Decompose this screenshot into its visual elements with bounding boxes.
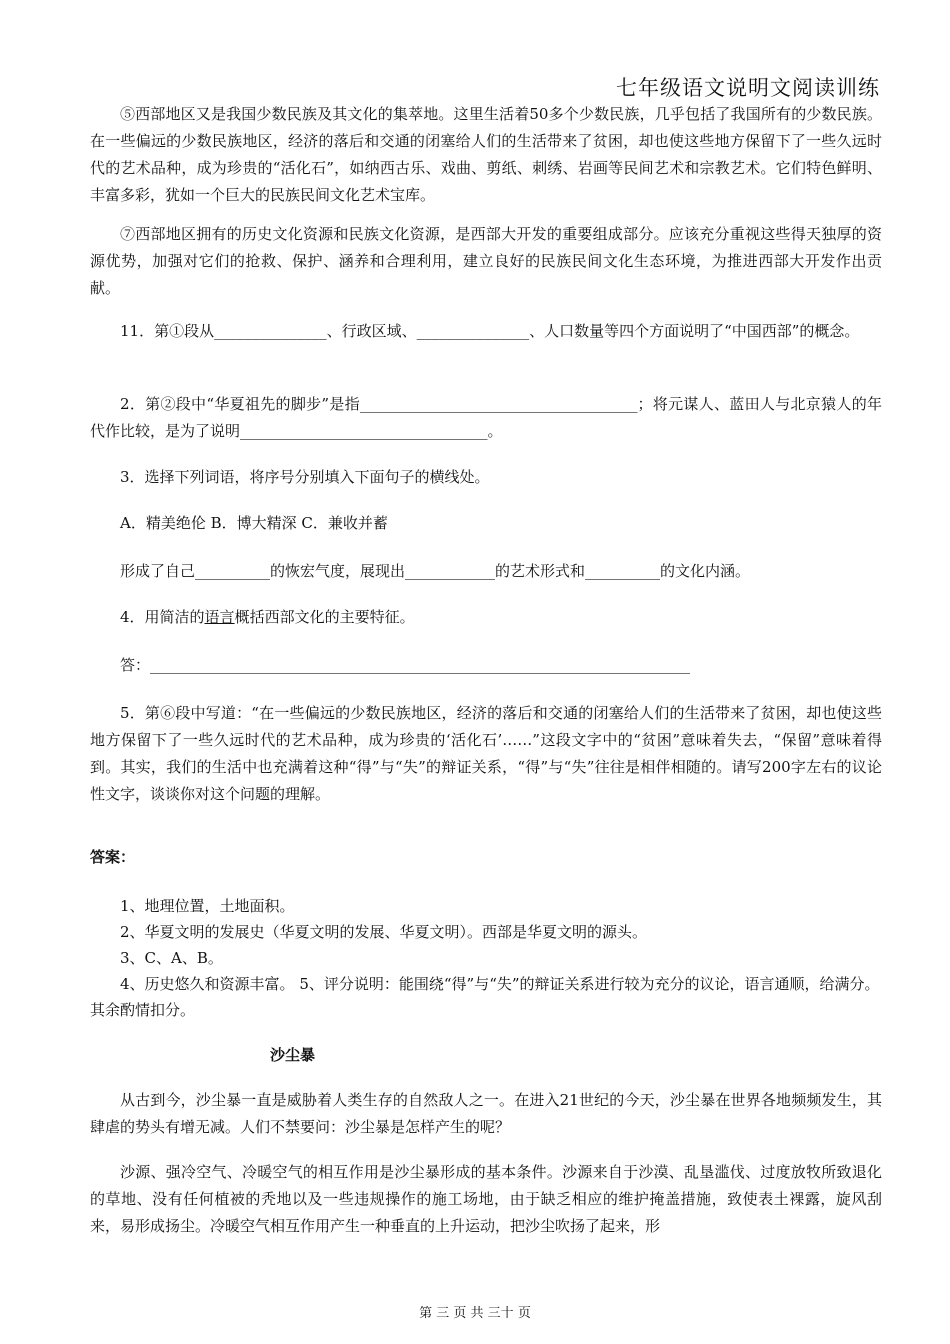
section-paragraph-2: 沙源、强冷空气、冷暖空气的相互作用是沙尘暴形成的基本条件。沙源来自于沙漠、乱垦滥伐、过度放牧所致退化的草地、没有任何植被的秃地以及一些违规操作的施工场地，由于缺乏相应的维护掩盖措施，致使表土裸露，旋风刮来，易形成扬尘。冷暖空气相互作用产生一种垂直的上升运动，把沙尘吹扬了起来，形: [90, 1163, 882, 1235]
question-4-text-pre: 4．用简洁的: [120, 608, 205, 626]
question-5: 5．第⑥段中写道：“在一些偏远的少数民族地区，经济的落后和交通的闭塞给人们的生活带来了贫困，却也使这些地方保留下了一些久远时代的艺术品种，成为珍贵的‘活化石’……”这段文字中的“贫困”意味着失去，“保留”意味着得到。其实，我们的生活中也充满着这种“得”与“失”的辩证关系，“得”与“失”往往是相伴相随的。请写200字左右的议论性文字，谈谈你对这个问题的理解。: [90, 704, 882, 803]
answers-list: [90, 893, 882, 1023]
question-1: 11．第①段从_______________、行政区域、_______________、人口数量等四个方面说明了“中国西部”的概念。: [120, 322, 860, 340]
question-4-text-post: 概括西部文化的主要特征。: [234, 608, 415, 626]
page-header-title: 七年级语文说明文阅读训练: [616, 76, 880, 100]
question-4-answer-line: 答：________________________________________________________________________: [120, 656, 691, 674]
passage-paragraph-5: ⑤西部地区又是我国少数民族及其文化的集萃地。这里生活着50多个少数民族，几乎包括了我国所有的少数民族。在一些偏远的少数民族地区，经济的落后和交通的闭塞给人们的生活带来了贫困，却也使这些地方保留下了一些久远时代的艺术品种，成为珍贵的“活化石”，如纳西古乐、戏曲、剪纸、刺绣、岩画等民间艺术和宗教艺术。它们特色鲜明、丰富多彩，犹如一个巨大的民族民间文化艺术宝库。: [90, 105, 882, 204]
question-4: [90, 604, 882, 631]
answers-heading: 答案：: [90, 848, 136, 866]
answer-3: 3、C、A、B。: [120, 949, 223, 967]
answer-1: 1、地理位置，土地面积。: [120, 897, 295, 915]
passage-paragraph-7: ⑦西部地区拥有的历史文化资源和民族文化资源，是西部大开发的重要组成部分。应该充分重视这些得天独厚的资源优势，加强对它们的抢救、保护、涵养和合理利用，建立良好的民族民间文化生态环境，为推进西部大开发作出贡献。: [90, 225, 882, 297]
question-3: 3．选择下列词语，将序号分别填入下面句子的横线处。: [120, 468, 490, 486]
question-3-sentence: 形成了自己__________的恢宏气度，展现出____________的艺术形式和__________的文化内涵。: [120, 562, 751, 580]
question-2: 2．第②段中“华夏祖先的脚步”是指_____________________________________；将元谋人、蓝田人与北京猿人的年代作比较，是为了说明_________________________________。: [90, 395, 882, 440]
answer-2: 2、华夏文明的发展史（华夏文明的发展、华夏文明）。西部是华夏文明的源头。: [120, 923, 648, 941]
section-paragraph-1: 从古到今，沙尘暴一直是威胁着人类生存的自然敌人之一。在进入21世纪的今天，沙尘暴在世界各地频频发生，其肆虐的势头有增无减。人们不禁要问：沙尘暴是怎样产生的呢？: [90, 1091, 882, 1136]
question-3-options: A．精美绝伦 B．博大精深 C．兼收并蓄: [120, 514, 388, 532]
question-4-underlined-word: 语言: [204, 608, 235, 626]
section-title: 沙尘暴: [270, 1046, 316, 1064]
page-footer: 第 三 页 共 三十 页: [419, 1306, 531, 1321]
answer-4-5: 4、历史悠久和资源丰富。 5、评分说明：能围绕“得”与“失”的辩证关系进行较为充分的议论，语言通顺，给满分。其余酌情扣分。: [90, 975, 880, 1019]
